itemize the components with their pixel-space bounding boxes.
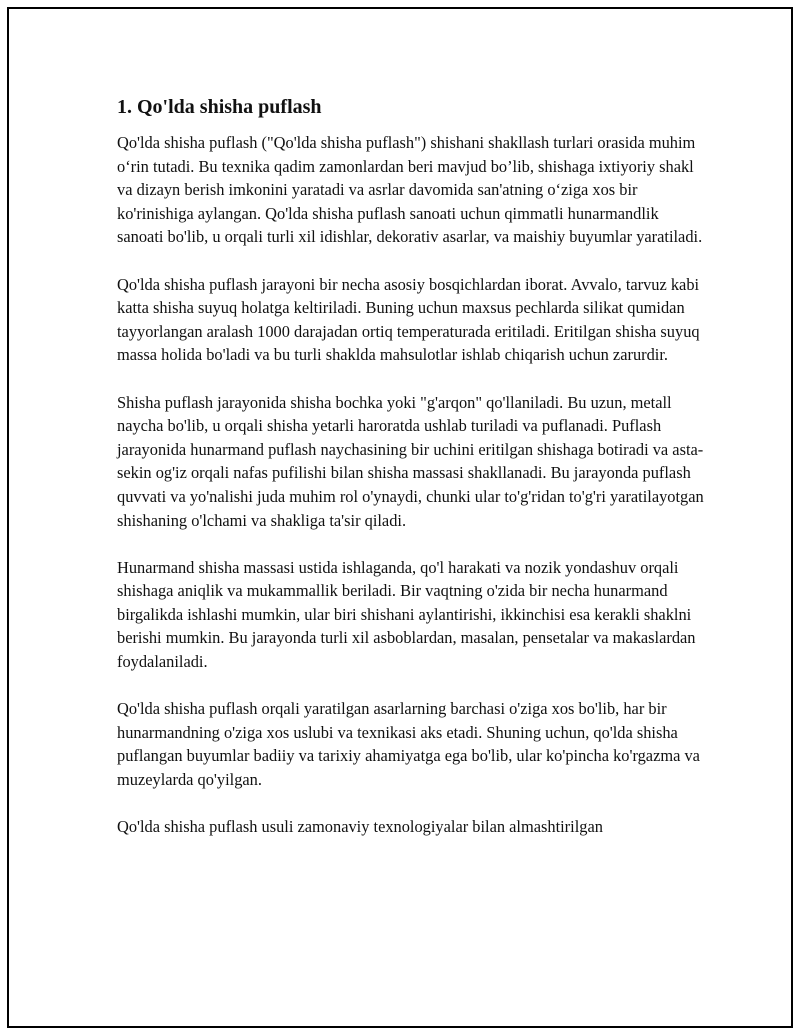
paragraph-4: Hunarmand shisha massasi ustida ishlaganda, qo'l harakati va nozik yondashuv orqali shishaga aniqlik va mukammallik beriladi. Bir vaqtning o'zida bir necha hunarmand birgalikda ishlashi mumkin, ular biri shishani aylantirishi, ikkinchisi esa kerakli shaklni berishi mumkin. Bu jarayonda turli xil asboblardan, masalan, pensetalar va makaslardan foydalaniladi.: [117, 557, 696, 672]
paragraph-6: Qo'lda shisha puflash usuli zamonaviy texnologiyalar bilan almashtirilgan: [117, 817, 603, 837]
paragraph-3: Shisha puflash jarayonida shisha bochka yoki "g'arqon" qo'llaniladi. Bu uzun, metall naycha bo'lib, u orqali shisha yetarli haroratda ushlab turiladi va puflanadi. Puflash jarayonida hunarmand puflash naychasining bir uchini eritilgan shishaga botiradi va asta-sekin og'iz orqali nafas pufilishi bilan shisha massasi shakllanadi. Bu jarayonda puflash quvvati va yo'nalishi juda muhim rol o'ynaydi, chunki ular to'g'ridan to'g'ri yaratilayotgan shishaning o'lchami va shakliga ta'sir qiladi.: [117, 392, 704, 530]
document-body: [117, 94, 707, 862]
paragraph-1: Qo'lda shisha puflash ("Qo'lda shisha puflash") shishani shakllash turlari orasida muhim o‘rin tutadi. Bu texnika qadim zamonlardan beri mavjud bo’lib, shishaga ixtiyoriy shakl va dizayn berish imkonini yaratadi va asrlar davomida san'atning o‘ziga xos bir ko'rinishiga aylangan. Qo'lda shisha puflash sanoati uchun qimmatli hunarmandlik sanoati bo'lib, u orqali turli xil idishlar, dekorativ asarlar, va maishiy buyumlar yaratiladi.: [117, 133, 703, 247]
paragraph-5: Qo'lda shisha puflash orqali yaratilgan asarlarning barchasi o'ziga xos bo'lib, har bir hunarmandning o'ziga xos uslubi va texnikasi aks etadi. Shuning uchun, qo'lda shisha puflangan buyumlar badiiy va tarixiy ahamiyatga ega bo'lib, ular ko'pincha ko'rgazma va muzeylarda qo'yilgan.: [117, 699, 700, 790]
section-heading: 1. Qo'lda shisha puflash: [117, 96, 322, 118]
paragraph-2: Qo'lda shisha puflash jarayoni bir necha asosiy bosqichlardan iborat. Avvalo, tarvuz kabi katta shisha suyuq holatga keltiriladi. Buning uchun maxsus pechlarda silikat qumidan tayyorlangan aralash 1000 darajadan ortiq temperaturada eritiladi. Eritilgan shisha suyuq massa holida bo'ladi va bu turli shaklda mahsulotlar ishlab chiqarish uchun zarurdir.: [117, 274, 700, 365]
